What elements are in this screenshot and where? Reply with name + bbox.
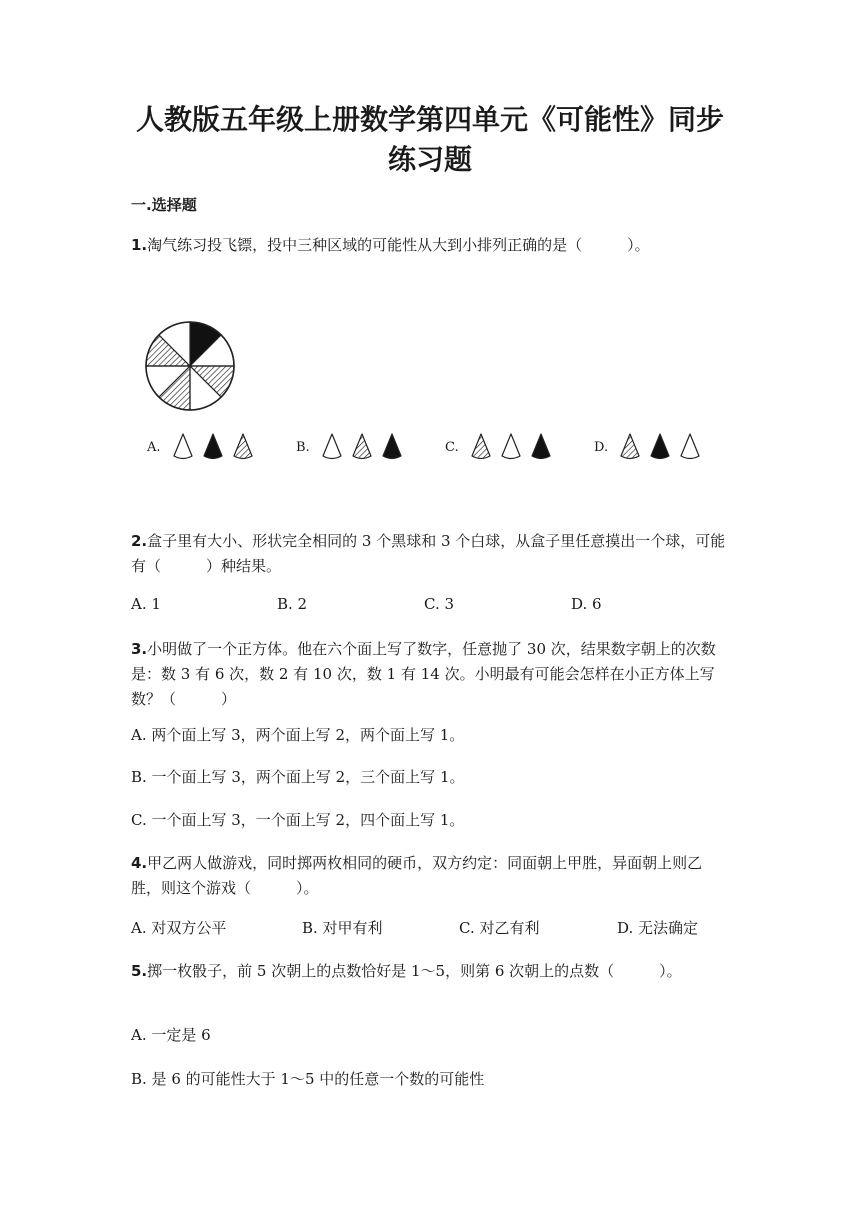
question-4-option-a: A. 对双方公平 bbox=[131, 919, 227, 937]
cone-hatched-icon bbox=[469, 432, 493, 462]
cone-white-icon bbox=[171, 432, 195, 462]
question-5-option-b: B. 是 6 的可能性大于 1～5 中的任意一个数的可能性 bbox=[131, 1070, 485, 1088]
question-1-option-c bbox=[445, 432, 565, 466]
question-2-option-c: C. 3 bbox=[424, 595, 455, 613]
dartboard-figure bbox=[140, 316, 240, 416]
question-3-text: 小明做了一个正方体。他在六个面上写了数字，任意抛了 30 次，结果数字朝上的次数是：数 3 有 6 次，数 2 有 10 次，数 1 有 14 次。小明最有可能会怎样在小正方体上写数？（ ） bbox=[131, 640, 716, 708]
question-4-option-d: D. 无法确定 bbox=[617, 919, 699, 937]
cone-hatched-icon bbox=[231, 432, 255, 462]
question-1-option-d bbox=[594, 432, 714, 466]
cone-hatched-icon bbox=[618, 432, 642, 462]
question-3-option-a: A. 两个面上写 3，两个面上写 2，两个面上写 1。 bbox=[131, 726, 465, 744]
question-4 bbox=[131, 851, 731, 901]
question-3-option-b: B. 一个面上写 3，两个面上写 2，三个面上写 1。 bbox=[131, 768, 465, 786]
question-2-text: 盒子里有大小、形状完全相同的 3 个黑球和 3 个白球，从盒子里任意摸出一个球，可能有（ ）种结果。 bbox=[131, 532, 726, 575]
question-1-text: 淘气练习投飞镖，投中三种区域的可能性从大到小排列正确的是（ ）。 bbox=[147, 236, 650, 254]
option-label: D. bbox=[594, 440, 609, 455]
cone-hatched-icon bbox=[350, 432, 374, 462]
cone-black-icon bbox=[529, 432, 553, 462]
cone-black-icon bbox=[380, 432, 404, 462]
question-4-number: 4. bbox=[131, 854, 148, 872]
question-2-number: 2. bbox=[131, 532, 148, 550]
question-3 bbox=[131, 637, 731, 712]
question-5 bbox=[131, 959, 731, 984]
question-2-option-d: D. 6 bbox=[571, 595, 602, 613]
page-title: 人教版五年级上册数学第四单元《可能性》同步练习题 bbox=[135, 103, 724, 176]
question-3-option-c: C. 一个面上写 3，一个面上写 2，四个面上写 1。 bbox=[131, 811, 465, 829]
question-1-option-b bbox=[296, 432, 416, 466]
question-5-option-a: A. 一定是 6 bbox=[131, 1026, 211, 1044]
option-label: B. bbox=[296, 440, 310, 455]
cone-white-icon bbox=[499, 432, 523, 462]
question-4-option-c: C. 对乙有利 bbox=[459, 919, 540, 937]
question-2-option-a: A. 1 bbox=[131, 595, 161, 613]
question-2 bbox=[131, 529, 731, 579]
option-label: C. bbox=[445, 440, 459, 455]
section-heading-choice: 一.选择题 bbox=[131, 196, 197, 214]
question-1-number: 1. bbox=[131, 236, 148, 254]
question-5-number: 5. bbox=[131, 962, 148, 980]
question-4-option-b: B. 对甲有利 bbox=[302, 919, 383, 937]
option-label: A. bbox=[147, 440, 161, 455]
question-1-option-a bbox=[147, 432, 267, 466]
question-3-number: 3. bbox=[131, 640, 148, 658]
cone-black-icon bbox=[201, 432, 225, 462]
question-2-option-b: B. 2 bbox=[277, 595, 308, 613]
question-4-text: 甲乙两人做游戏，同时掷两枚相同的硬币，双方约定：同面朝上甲胜，异面朝上则乙胜，则这个游戏（ ）。 bbox=[131, 854, 703, 897]
cone-black-icon bbox=[648, 432, 672, 462]
cone-white-icon bbox=[320, 432, 344, 462]
cone-white-icon bbox=[678, 432, 702, 462]
question-5-text: 掷一枚骰子，前 5 次朝上的点数恰好是 1～5，则第 6 次朝上的点数（ ）。 bbox=[147, 962, 682, 980]
question-1 bbox=[131, 233, 731, 258]
